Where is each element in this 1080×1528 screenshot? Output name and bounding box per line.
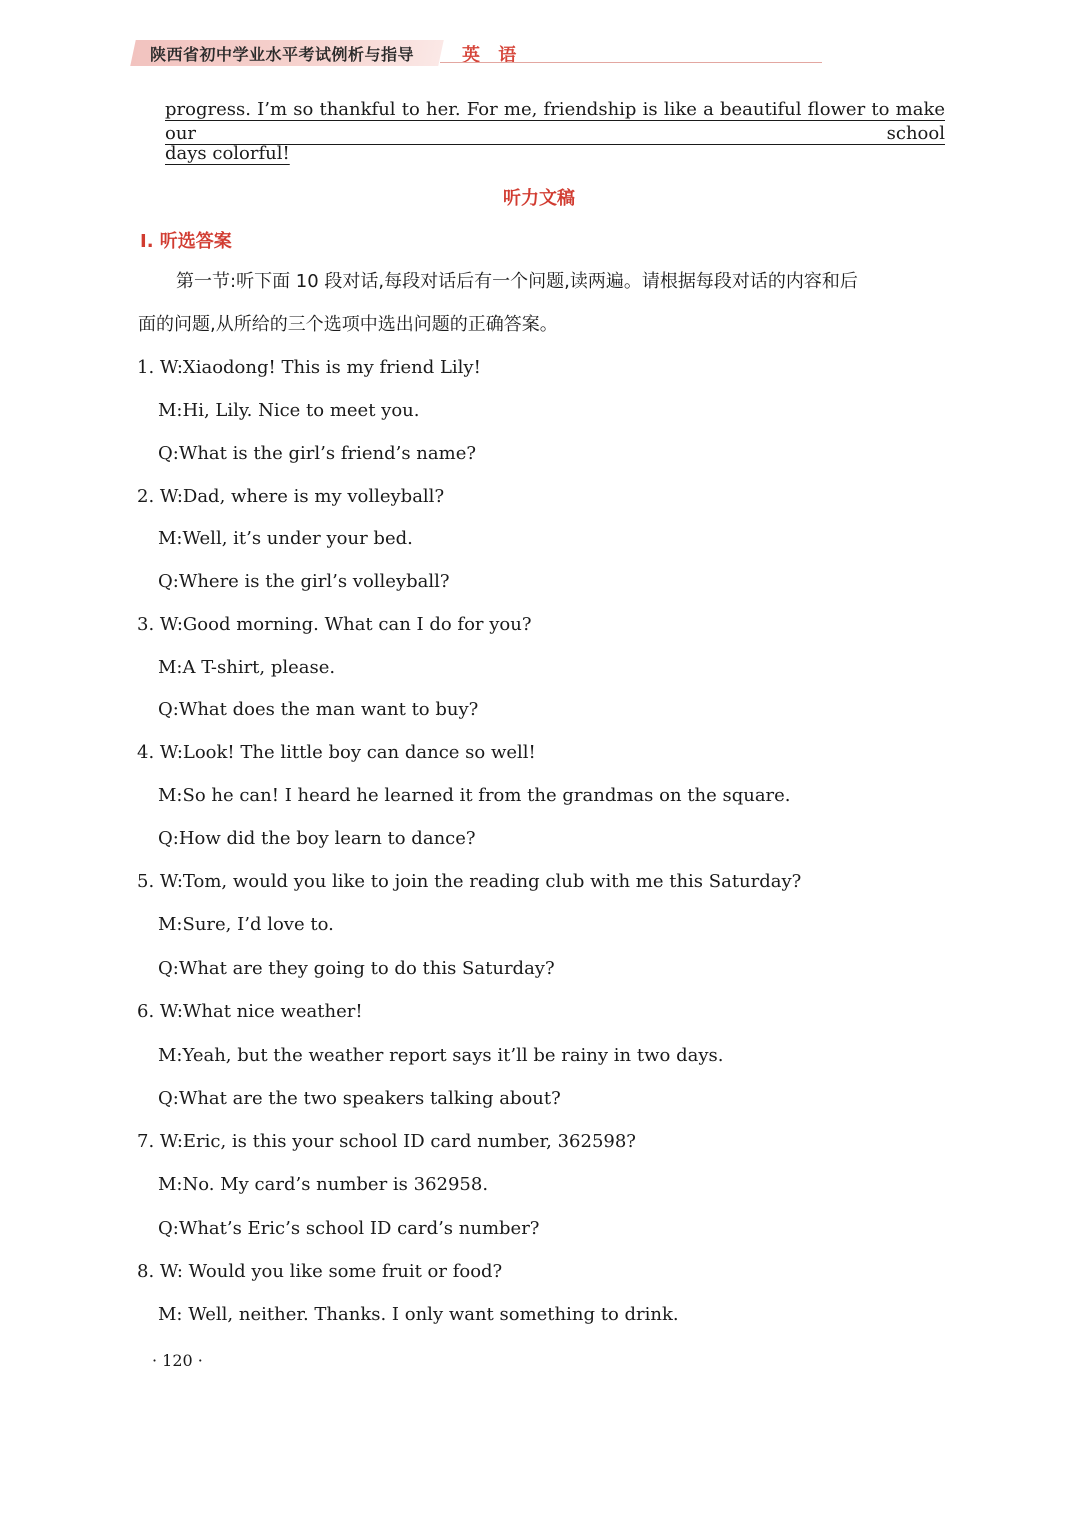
dialogue-8-woman: 8. W: Would you like some fruit or food? bbox=[137, 1261, 503, 1282]
page-number: · 120 · bbox=[152, 1351, 203, 1370]
dialogue-7-woman: 7. W:Eric, is this your school ID card number, 362598? bbox=[137, 1131, 636, 1152]
dialogue-3-man: M:A T-shirt, please. bbox=[158, 657, 336, 678]
dialogue-1-man: M:Hi, Lily. Nice to meet you. bbox=[158, 400, 420, 421]
dialogue-1-question: Q:What is the girl’s friend’s name? bbox=[158, 443, 477, 464]
dialogue-7-question: Q:What’s Eric’s school ID card’s number? bbox=[158, 1218, 540, 1239]
header-book-title: 陕西省初中学业水平考试例析与指导 bbox=[150, 45, 415, 64]
instruction-line-1: 第一节:听下面 10 段对话,每段对话后有一个问题,读两遍。请根据每段对话的内容和后 bbox=[176, 271, 858, 292]
dialogue-2-man: M:Well, it’s under your bed. bbox=[158, 528, 413, 549]
dialogue-8-man: M: Well, neither. Thanks. I only want something to drink. bbox=[158, 1304, 679, 1325]
header-rule bbox=[440, 62, 822, 63]
instruction-line-2: 面的问题,从所给的三个选项中选出问题的正确答案。 bbox=[138, 314, 558, 335]
dialogue-4-question: Q:How did the boy learn to dance? bbox=[158, 828, 476, 849]
dialogue-3-question: Q:What does the man want to buy? bbox=[158, 699, 479, 720]
dialogue-5-man: M:Sure, I’d love to. bbox=[158, 914, 334, 935]
section-title: 听力文稿 bbox=[503, 188, 575, 209]
part-heading: Ⅰ. 听选答案 bbox=[140, 231, 232, 252]
intro-line-1: progress. I’m so thankful to her. For me, friendship is like a beautiful flower to make our school bbox=[165, 99, 945, 144]
dialogue-7-man: M:No. My card’s number is 362958. bbox=[158, 1174, 489, 1195]
intro-line-2: days colorful! bbox=[165, 143, 290, 164]
dialogue-6-woman: 6. W:What nice weather! bbox=[137, 1001, 363, 1022]
dialogue-4-man: M:So he can! I heard he learned it from the grandmas on the square. bbox=[158, 785, 791, 806]
dialogue-3-woman: 3. W:Good morning. What can I do for you? bbox=[137, 614, 532, 635]
dialogue-1-woman: 1. W:Xiaodong! This is my friend Lily! bbox=[137, 357, 481, 378]
dialogue-6-man: M:Yeah, but the weather report says it’ll be rainy in two days. bbox=[158, 1045, 724, 1066]
dialogue-5-woman: 5. W:Tom, would you like to join the reading club with me this Saturday? bbox=[137, 871, 802, 892]
dialogue-4-woman: 4. W:Look! The little boy can dance so well! bbox=[137, 742, 536, 763]
dialogue-2-woman: 2. W:Dad, where is my volleyball? bbox=[137, 486, 445, 507]
dialogue-5-question: Q:What are they going to do this Saturday? bbox=[158, 958, 555, 979]
dialogue-6-question: Q:What are the two speakers talking about? bbox=[158, 1088, 561, 1109]
header-subject: 英 语 bbox=[462, 45, 523, 66]
dialogue-2-question: Q:Where is the girl’s volleyball? bbox=[158, 571, 450, 592]
